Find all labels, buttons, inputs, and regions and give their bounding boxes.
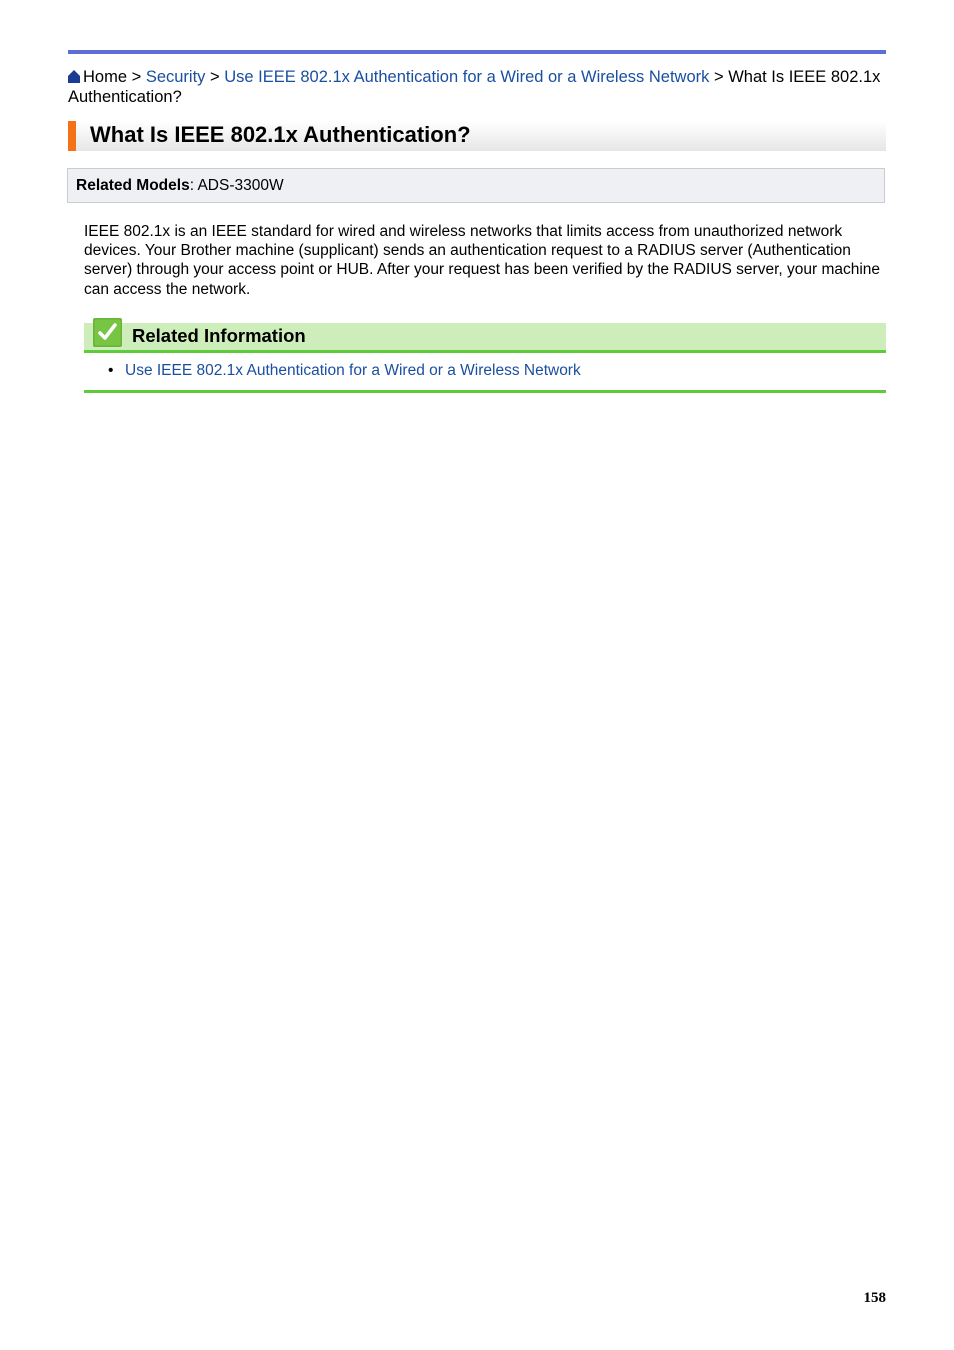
page-number: 158 bbox=[863, 1290, 886, 1306]
related-information-list bbox=[108, 361, 581, 380]
breadcrumb-separator: > bbox=[205, 68, 225, 86]
check-icon bbox=[93, 318, 122, 347]
top-rule bbox=[68, 50, 886, 54]
breadcrumb-home: Home bbox=[83, 68, 128, 86]
breadcrumb-current: What Is IEEE 802.1x Authentication? bbox=[68, 68, 881, 106]
related-models-label: Related Models bbox=[76, 177, 190, 194]
home-icon bbox=[68, 70, 80, 83]
breadcrumb-separator: > bbox=[127, 68, 146, 86]
list-item bbox=[108, 361, 581, 380]
title-accent bbox=[68, 121, 76, 151]
page-title-bar bbox=[68, 121, 886, 151]
bullet: • bbox=[108, 362, 114, 379]
related-link-ieee-802-1x[interactable]: Use IEEE 802.1x Authentication for a Wired or a Wireless Network bbox=[125, 362, 581, 379]
related-information-header bbox=[84, 323, 886, 353]
related-models-value: ADS-3300W bbox=[197, 177, 284, 194]
related-information-title: Related Information bbox=[132, 325, 306, 346]
breadcrumb bbox=[68, 67, 886, 107]
related-information-bottom-rule bbox=[84, 390, 886, 393]
breadcrumb-separator: > bbox=[709, 68, 729, 86]
related-models-separator: : bbox=[189, 177, 198, 194]
breadcrumb-link-parent[interactable]: Use IEEE 802.1x Authentication for a Wired or a Wireless Network bbox=[224, 68, 710, 86]
page-title: What Is IEEE 802.1x Authentication? bbox=[90, 122, 471, 147]
related-models-box bbox=[67, 168, 885, 203]
body-paragraph: IEEE 802.1x is an IEEE standard for wired and wireless networks that limits access from unauthorized network devices. Your Brother machine (supplicant) sends an authentication request to a RADIUS server (Authentication server) through your access point or HUB. After your request has been verified by the RADIUS server, your machine can access the network. bbox=[84, 223, 881, 298]
breadcrumb-link-security[interactable]: Security bbox=[145, 68, 206, 86]
